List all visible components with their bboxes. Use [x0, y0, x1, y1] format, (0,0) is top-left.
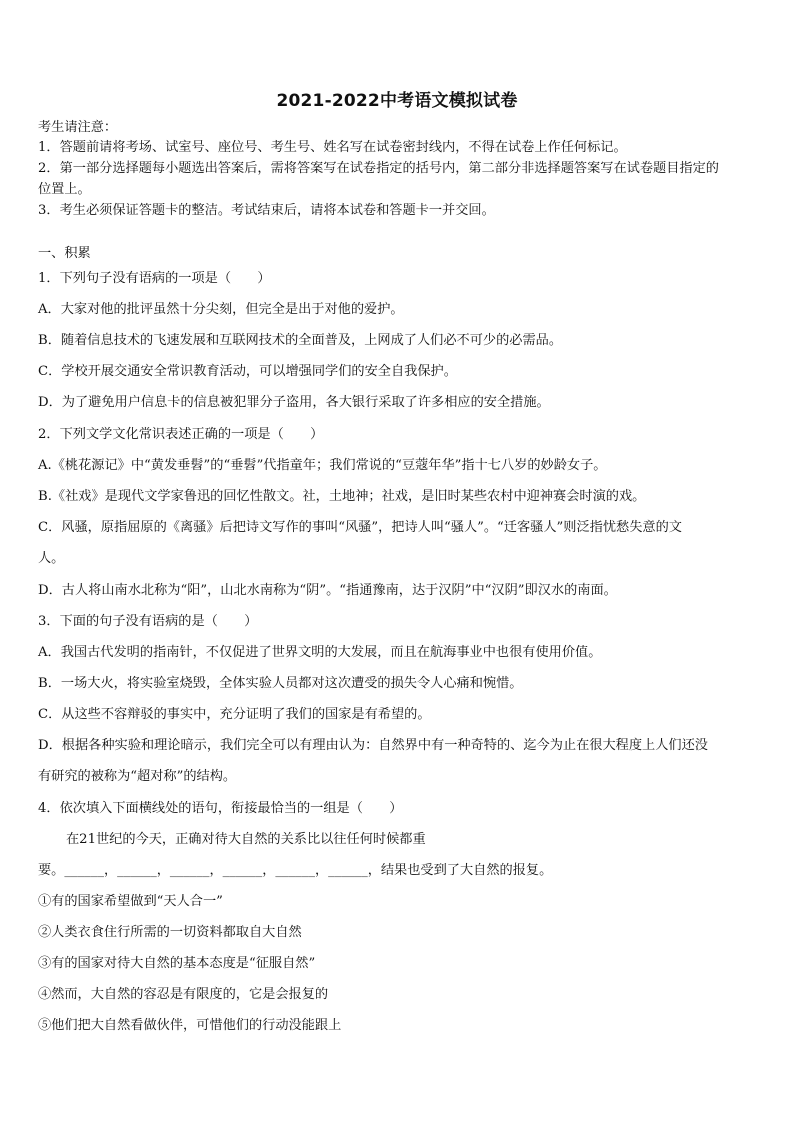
question-option: 人。 — [38, 551, 65, 566]
question-option: B．随着信息技术的飞速发展和互联网技术的全面普及，上网成了人们必不可少的必需品。 — [38, 333, 562, 348]
numbered-item: ⑤他们把大自然看做伙伴，可惜他们的行动没能跟上 — [38, 1018, 342, 1033]
question-option: B.《社戏》是现代文学家鲁迅的回忆性散文。社，土地神；社戏，是旧时某些农村中迎神赛会时演的戏。 — [38, 489, 646, 504]
question-option: C．学校开展交通安全常识教育活动，可以增强同学们的安全自我保护。 — [38, 364, 457, 379]
numbered-item: ④然而，大自然的容忍是有限度的，它是会报复的 — [38, 987, 329, 1002]
question-stem: 1．下列句子没有语病的一项是（ ） — [38, 271, 271, 286]
question-option: C．风骚，原指屈原的《离骚》后把诗文写作的事叫“风骚”，把诗人叫“骚人”。“迁客骚人”则泛指忧愁失意的文 — [38, 520, 682, 535]
question-option: 有研究的被称为“超对称”的结构。 — [38, 769, 237, 784]
fill-blank-line — [38, 862, 762, 880]
blank-separator: ， — [103, 863, 118, 878]
numbered-item: ②人类衣食住行所需的一切资料都取自大自然 — [38, 925, 302, 940]
question-stem: 2．下列文学文化常识表述正确的一项是（ ） — [38, 427, 324, 442]
section-heading: 一、积累 — [38, 246, 91, 261]
answer-blank[interactable]: ______ — [275, 863, 315, 878]
notice-item: 1．答题前请将考场、试室号、座位号、考生号、姓名写在试卷密封线内，不得在试卷上作任何标记。 — [38, 140, 627, 155]
question-option: D．古人将山南水北称为“阳”，山北水南称为“阴”。“指通豫南，达于汉阴”中“汉阴”即汉水的南面。 — [38, 583, 617, 598]
question-stem: 4．依次填入下面横线处的语句，衔接最恰当的一组是（ ） — [38, 801, 403, 816]
question-option: A.《桃花源记》中“黄发垂髫”的“垂髫”代指童年；我们常说的“豆蔻年华”指十七八岁的妙龄女子。 — [38, 458, 607, 473]
numbered-item: ①有的国家希望做到“天人合一” — [38, 894, 223, 909]
question-option: A．我国古代发明的指南针，不仅促进了世界文明的大发展，而且在航海事业中也很有使用价值。 — [38, 645, 602, 660]
passage-text: ，结果也受到了大自然的报复。 — [367, 863, 553, 878]
answer-blank[interactable]: ______ — [169, 863, 210, 878]
blank-separator: ， — [262, 863, 276, 878]
question-option: B．一场大火，将实验室烧毁，全体实验人员都对这次遭受的损失令人心痛和惋惜。 — [38, 676, 523, 691]
numbered-item: ③有的国家对待大自然的基本态度是“征服自然” — [38, 956, 316, 971]
page-title: 2021-2022中考语文模拟试卷 — [276, 91, 518, 111]
answer-blank[interactable]: ______ — [117, 863, 157, 878]
question-option: C．从这些不容辩驳的事实中，充分证明了我们的国家是有希望的。 — [38, 707, 431, 722]
notice-heading: 考生请注意： — [38, 120, 118, 135]
answer-blank[interactable]: ______ — [222, 863, 263, 878]
question-option: A．大家对他的批评虽然十分尖刻，但完全是出于对他的爱护。 — [38, 302, 404, 317]
blank-separator: ， — [314, 863, 329, 878]
blank-separator: ， — [156, 863, 170, 878]
passage-text: 要。 — [38, 863, 65, 878]
question-option: D．为了避免用户信息卡的信息被犯罪分子盗用，各大银行采取了许多相应的安全措施。 — [38, 395, 550, 410]
answer-blank[interactable]: ______ — [64, 863, 104, 878]
question-stem: 3．下面的句子没有语病的是（ ） — [38, 614, 258, 629]
notice-item: 3．考生必须保证答题卡的整洁。考试结束后，请将本试卷和答题卡一并交回。 — [38, 203, 495, 218]
answer-blank[interactable]: ______ — [328, 863, 368, 878]
notice-item: 2．第一部分选择题每小题选出答案后，需将答案写在试卷指定的括号内，第二部分非选择题答案写在试卷题目指定的 — [38, 161, 719, 176]
blank-separator: ， — [209, 863, 223, 878]
question-option: D．根据各种实验和理论暗示，我们完全可以有理由认为：自然界中有一种奇特的、迄今为止在很大程度上人们还没 — [38, 738, 708, 753]
notice-item: 位置上。 — [38, 182, 91, 197]
passage-line: 在21世纪的今天，正确对待大自然的关系比以往任何时候都重 — [66, 832, 426, 847]
